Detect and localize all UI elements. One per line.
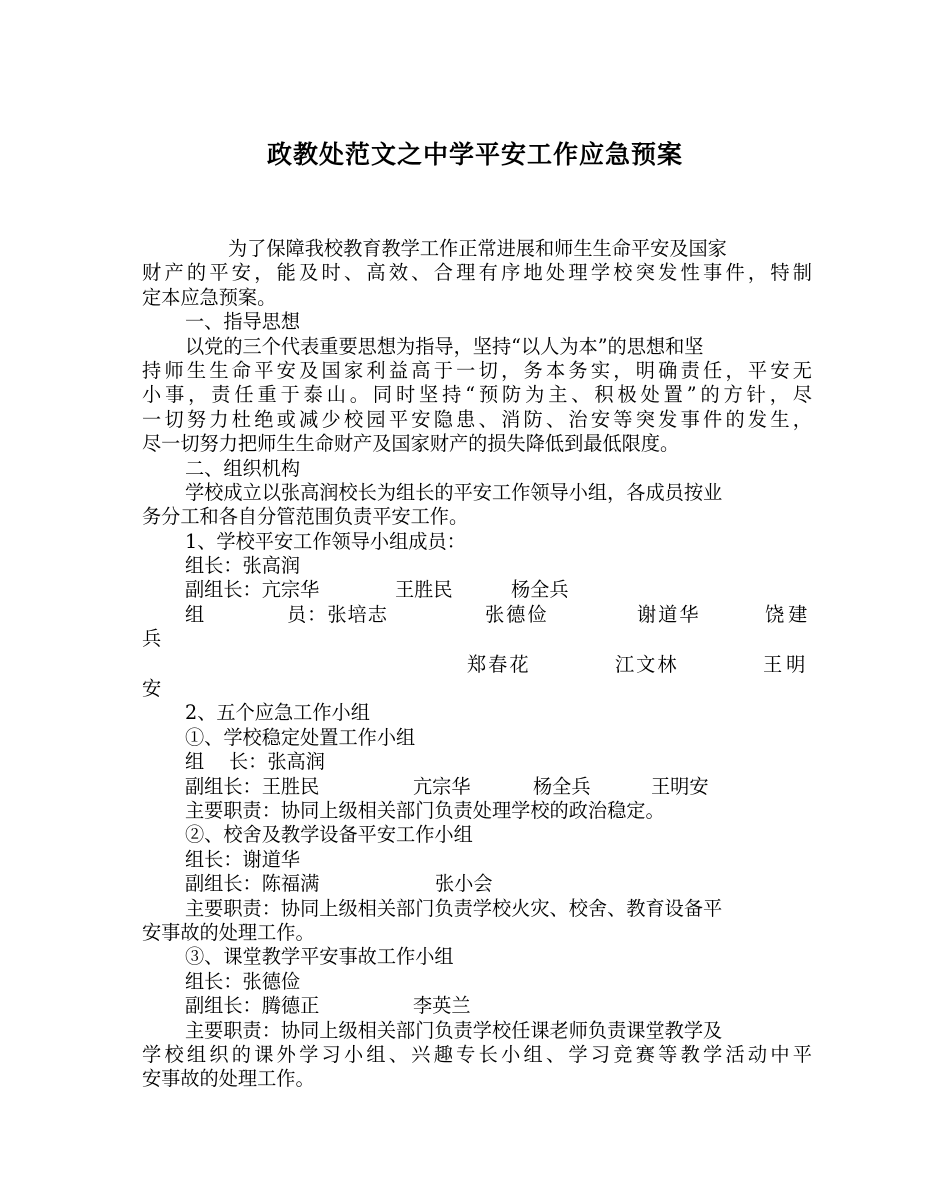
group1-deputy-line <box>142 775 812 799</box>
group3-deputy-2: 李英兰 <box>413 994 471 1018</box>
group3-duty-line-1: 主要职责：协同上级相关部门负责学校任课老师负责课堂教学及 <box>185 1018 723 1042</box>
members-line-1 <box>142 603 812 627</box>
subsection2-heading: 2、五个应急工作小组 <box>185 701 370 725</box>
group2-duty-line-1: 主要职责：协同上级相关部门负责学校火灾、校舍、教育设备平 <box>185 896 723 920</box>
member-name-1: 员：张培志 <box>287 602 388 626</box>
members-line-4: 安 <box>142 677 162 701</box>
group3-duty-line-3: 安事故的处理工作。 <box>142 1067 315 1091</box>
group2-leader: 组长：谢道华 <box>185 847 301 871</box>
page-title: 政教处范文之中学平安工作应急预案 <box>266 140 683 169</box>
group2-deputy-1: 副组长：陈福满 <box>185 872 320 896</box>
group1-deputy-2: 亢宗华 <box>413 774 471 798</box>
intro-line-3: 定本应急预案。 <box>142 285 277 309</box>
group3-deputy-1: 副组长：腾德正 <box>185 994 320 1018</box>
deputy-name-1: 副组长：亢宗华 <box>185 578 320 602</box>
section2-line-2: 务分工和各自分管范围负责平安工作。 <box>142 505 469 529</box>
group1-deputy-3: 杨全兵 <box>533 774 591 798</box>
section1-line-5: 尽一切努力把师生生命财产及国家财产的损失降低到最低限度。 <box>142 432 680 456</box>
member-label-a: 组 <box>185 602 205 626</box>
group3-heading: ③、课堂教学平安事故工作小组 <box>185 945 454 969</box>
deputy-name-3: 杨全兵 <box>511 578 569 602</box>
members-line-2: 兵 <box>142 627 162 651</box>
deputy-name-2: 王胜民 <box>395 578 453 602</box>
section2-line-1: 学校成立以张高润校长为组长的平安工作领导小组，各成员按业 <box>185 480 723 504</box>
group2-deputy-line <box>142 872 812 896</box>
members-line-3 <box>142 653 812 677</box>
group2-duty-line-2: 安事故的处理工作。 <box>142 920 315 944</box>
intro-line-1: 为了保障我校教育教学工作正常进展和师生生命平安及国家 <box>228 237 727 260</box>
group1-duty: 主要职责：协同上级相关部门负责处理学校的政治稳定。 <box>185 798 665 822</box>
member-name-5: 郑春花 <box>467 652 531 676</box>
section1-line-2: 持师生生命平安及国家利益高于一切，务本务实，明确责任，平安无 <box>142 358 812 382</box>
group1-leader-line <box>142 750 812 774</box>
group3-leader: 组长：张德俭 <box>185 969 301 993</box>
document-body <box>142 237 812 1092</box>
group3-deputy-line <box>142 994 812 1018</box>
member-name-7a: 王明 <box>763 652 810 676</box>
group1-leader-label-b: 长：张高润 <box>229 750 325 774</box>
group1-deputy-1: 副组长：王胜民 <box>185 774 320 798</box>
intro-line-2: 财产的平安，能及时、高效、合理有序地处理学校突发性事件，特制 <box>142 261 812 285</box>
member-name-4a: 饶建 <box>765 602 812 626</box>
subsection1-heading: 1、学校平安工作领导小组成员： <box>185 529 466 553</box>
group1-deputy-4: 王明安 <box>651 774 709 798</box>
group1-heading: ①、学校稳定处置工作小组 <box>185 725 416 749</box>
deputy-line <box>142 578 812 602</box>
member-name-3: 谢道华 <box>637 602 701 626</box>
section1-heading: 一、指导思想 <box>185 310 301 334</box>
section1-line-1: 以党的三个代表重要思想为指导，坚持“以人为本”的思想和坚 <box>185 334 704 358</box>
group2-deputy-2: 张小会 <box>435 872 493 896</box>
group2-heading: ②、校舍及教学设备平安工作小组 <box>185 823 473 847</box>
section2-heading: 二、组织机构 <box>185 456 301 480</box>
group1-leader-label-a: 组 <box>185 750 205 774</box>
leader-line: 组长：张高润 <box>185 554 301 578</box>
group3-duty-line-2: 学校组织的课外学习小组、兴趣专长小组、学习竞赛等教学活动中平 <box>142 1042 812 1066</box>
member-name-2: 张德俭 <box>485 602 549 626</box>
member-name-6: 江文林 <box>615 652 679 676</box>
section1-line-4: 一切努力杜绝或减少校园平安隐患、消防、治安等突发事件的发生， <box>142 407 812 431</box>
section1-line-3: 小事，责任重于泰山。同时坚持“预防为主、积极处置”的方针，尽 <box>142 383 812 407</box>
